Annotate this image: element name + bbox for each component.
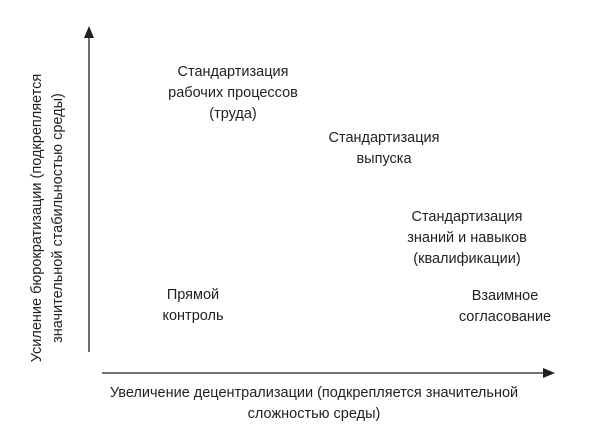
x-axis-arrowhead	[543, 368, 555, 378]
y-axis-label-line: значительной стабильностью среды)	[50, 93, 66, 343]
label-output-standardization	[328, 128, 439, 170]
label-line: (труда)	[209, 106, 257, 122]
x-axis-label-line: сложностью среды)	[247, 406, 381, 422]
label-line: Прямой	[166, 287, 220, 303]
x-axis-label	[110, 383, 518, 425]
label-line: рабочих процессов	[168, 85, 298, 101]
label-line: Стандартизация	[177, 64, 289, 80]
label-mutual-adjustment	[459, 286, 551, 328]
label-skills-standardization	[407, 207, 527, 270]
label-line: знаний и навыков	[407, 230, 527, 246]
label-work-process-standardization	[168, 62, 298, 125]
x-axis-label-line: Увеличение децентрализации (подкрепляется значительной	[109, 385, 519, 401]
label-direct-supervision	[162, 285, 223, 327]
label-line: контроль	[162, 308, 224, 324]
y-axis-arrowhead	[84, 26, 94, 38]
label-line: выпуска	[356, 151, 412, 167]
label-line: Взаимное	[471, 288, 539, 304]
label-line: (квалификации)	[413, 251, 521, 267]
label-line: Стандартизация	[328, 130, 440, 146]
label-line: Стандартизация	[411, 209, 523, 225]
label-line: согласование	[458, 309, 552, 325]
y-axis-label-line: Усиление бюрократизации (подкрепляется	[29, 73, 45, 363]
y-axis-label	[27, 74, 69, 362]
